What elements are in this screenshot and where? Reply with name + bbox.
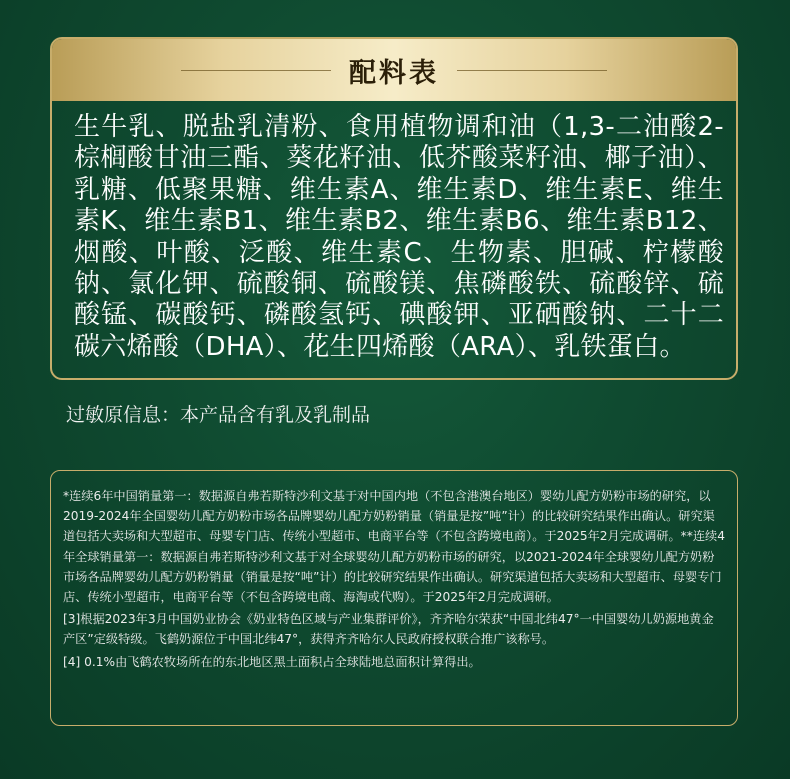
footnotes-box [50, 470, 738, 726]
allergen-info: 过敏原信息：本产品含有乳及乳制品 [66, 404, 371, 426]
title-divider-left [181, 70, 331, 71]
title-divider-right [457, 70, 607, 71]
panel-title: 配料表 [349, 57, 439, 89]
ingredients-panel [50, 37, 738, 380]
footnote-sales-claim: *连续6年中国销量第一：数据源自弗若斯特沙利文基于对中国内地（不包含港澳台地区）婴幼儿配方奶粉市场的研究，以2019-2024年全国婴幼儿配方奶粉市场各品牌婴幼儿配方奶粉销量（销量是按”吨”计）的比较研究结果作出确认。研究渠道包括大卖场和大型超市、母婴专门店、传统小型超市、电商平台等（不包含跨境电商）。于2025年2月完成调研。**连续4年全球销量第一：数据源自弗若斯特沙利文基于对全球婴幼儿配方奶粉市场的研究，以2021-2024年全球婴幼儿配方奶粉市场各品牌婴幼儿配方奶粉销量（销量是按“吨”计）的比较研究结果作出确认。研究渠道包括大卖场和大型超市、母婴专门店、传统小型超市，电商平台等（不包含跨境电商、海淘或代购）。于2025年2月完成调研。 [63, 489, 725, 605]
footnote-origin-claim: [3]根据2023年3月中国奶业协会《奶业特色区域与产业集群评价》，齐齐哈尔荣获“中国北纬47°一中国婴幼儿奶源地黄金产区”定级特级。飞鹤奶源位于中国北纬47°，获得齐齐哈尔人民政府授权联合推广该称号。 [63, 612, 714, 647]
ingredients-text: 生牛乳、脱盐乳清粉、食用植物调和油（1,3-二油酸2-棕榈酸甘油三酯、葵花籽油、低芥酸菜籽油、椰子油）、乳糖、低聚果糖、维生素A、维生素D、维生素E、维生素K、维生素B1、维生素B2、维生素B6、维生素B12、烟酸、叶酸、泛酸、维生素C、生物素、胆碱、柠檬酸钠、氯化钾、硫酸铜、硫酸镁、焦磷酸铁、硫酸锌、硫酸锰、碳酸钙、磷酸氢钙、碘酸钾、亚硒酸钠、二十二碳六烯酸（DHA）、花生四烯酸（ARA）、乳铁蛋白。 [74, 112, 724, 362]
footnote-blacksoil-claim: [4] 0.1%由飞鹤农牧场所在的东北地区黑土面积占全球陆地总面积计算得出。 [63, 654, 481, 669]
title-bar [52, 39, 736, 101]
